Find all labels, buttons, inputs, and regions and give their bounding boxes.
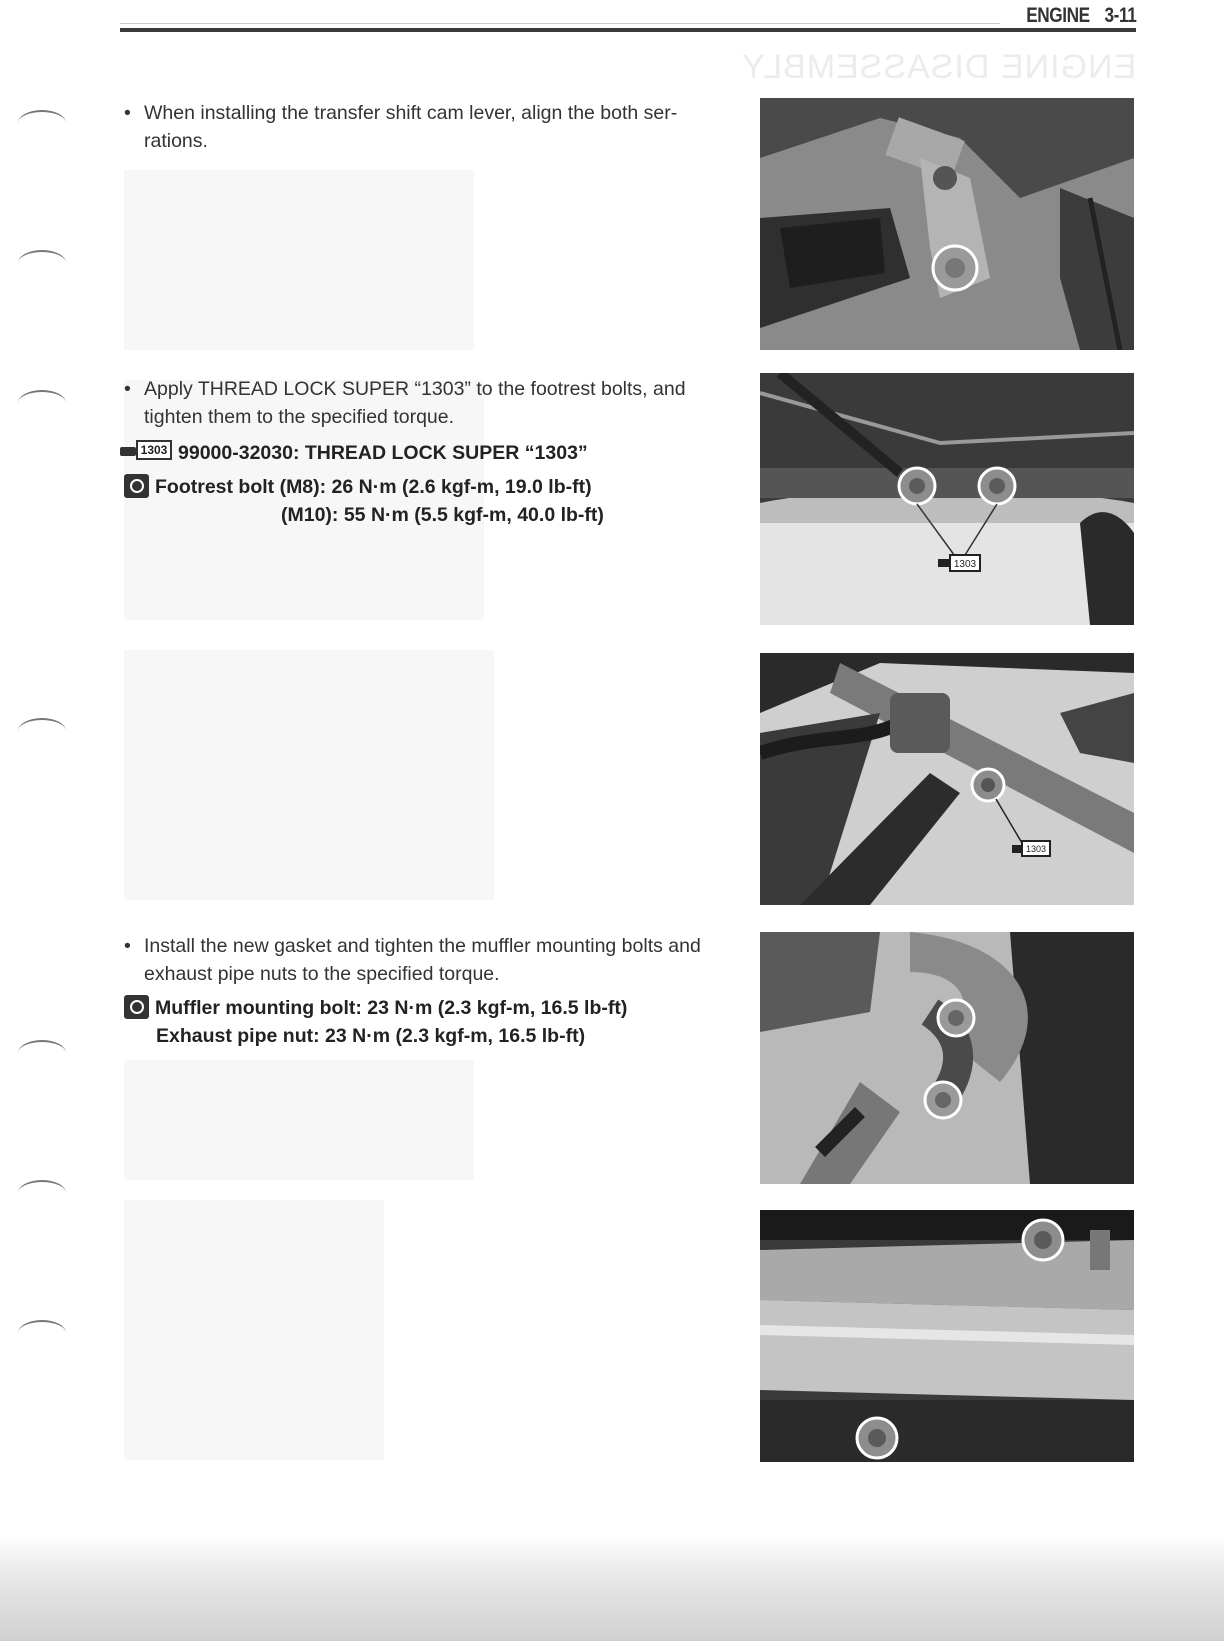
photo-frame-bolt: [760, 653, 1134, 905]
section-title: ENGINE: [1025, 4, 1090, 27]
bleed-through-image-3: [124, 650, 494, 900]
torque-spec-line: Muffler mounting bolt: 23 N·m (2.3 kgf-m, 16.5 lb-ft): [124, 994, 729, 1022]
photo-muffler-bolts: [760, 1210, 1134, 1462]
photo-footrest-bolts: [760, 373, 1134, 625]
step-footrest-bolts: [124, 375, 729, 529]
thread-lock-icon: 1303: [120, 440, 174, 462]
header-rule: [120, 28, 1136, 32]
torque-wrench-icon: [124, 474, 149, 498]
page-bottom-edge: [0, 1534, 1224, 1641]
bleed-through-image-5: [124, 1200, 384, 1460]
binder-mark: [18, 250, 66, 276]
photo-exhaust-pipe-nuts: [760, 932, 1134, 1184]
binder-mark: [18, 1180, 66, 1206]
thread-lock-spec-text: 99000-32030: THREAD LOCK SUPER “1303”: [178, 442, 588, 464]
photo-tag-label: 1303: [953, 559, 977, 570]
photo-shift-cam-lever: [760, 98, 1134, 350]
binder-mark: [18, 390, 66, 416]
bleed-through-image-1: [124, 170, 474, 350]
bleed-through-image-4: [124, 1060, 474, 1180]
photo-tag-label: 1303: [1025, 844, 1047, 854]
torque-spec-line: Exhaust pipe nut: 23 N·m (2.3 kgf-m, 16.5 lb-ft): [156, 1025, 586, 1047]
torque-spec-line: Footrest bolt (M8): 26 N·m (2.6 kgf-m, 19.0 lb-ft): [124, 473, 729, 501]
header-thin-rule: [120, 23, 1000, 24]
torque-wrench-icon: [124, 995, 149, 1019]
bleed-through-title: ENGINE DISASSEMBLY: [740, 48, 1136, 86]
torque-spec-line: (M10): 55 N·m (5.5 kgf-m, 40.0 lb-ft): [281, 504, 604, 526]
page-number: 3-11: [1104, 4, 1136, 27]
step-text: • Install the new gasket and tighten the muffler mounting bolts and exhaust pipe nuts to the specified torque.: [124, 932, 729, 988]
binder-mark: [18, 718, 66, 744]
step-text: • When installing the transfer shift cam lever, align the both ser- rations.: [124, 99, 729, 155]
binder-mark: [18, 110, 66, 136]
page-header: [1026, 4, 1136, 28]
step-text: • Apply THREAD LOCK SUPER “1303” to the footrest bolts, and tighten them to the specified torque.: [124, 375, 729, 431]
thread-lock-spec: [120, 439, 729, 467]
step-muffler: [124, 932, 729, 1050]
step-transfer-shift-cam: [124, 99, 729, 155]
binder-mark: [18, 1320, 66, 1346]
binder-mark: [18, 1040, 66, 1066]
